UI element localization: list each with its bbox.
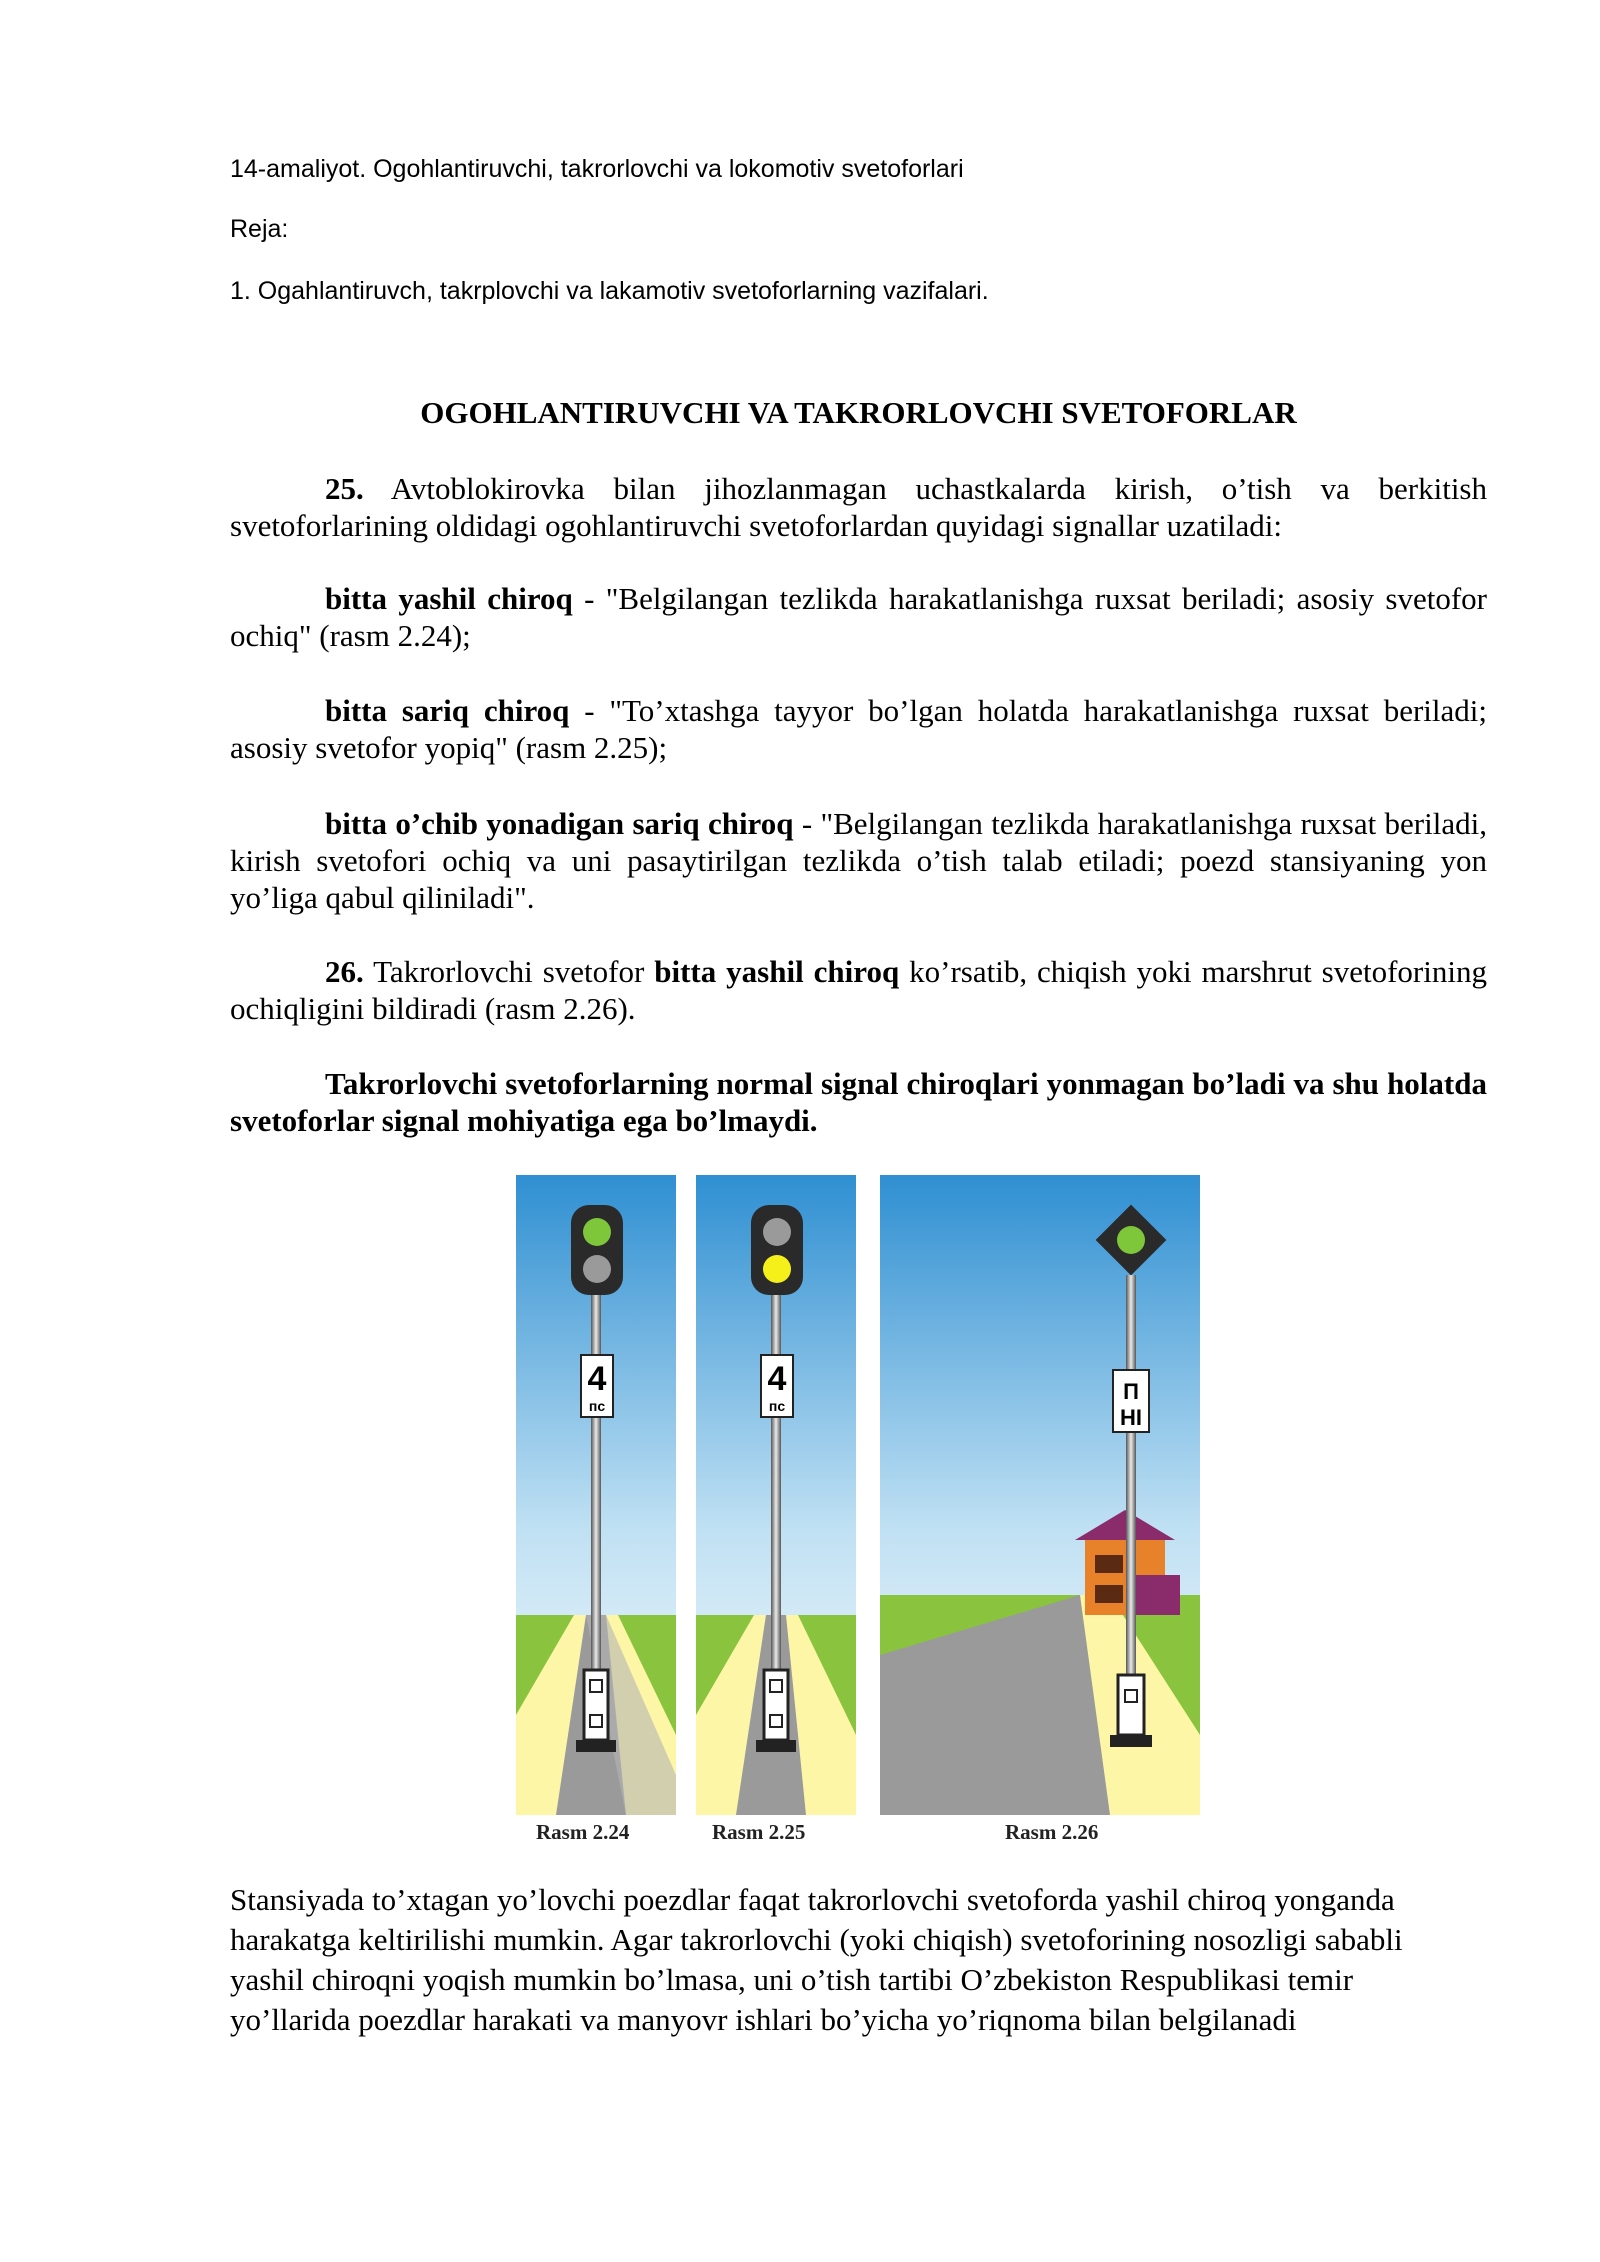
off-lamp-icon [583, 1255, 611, 1283]
signal-description: - "To’xtashga tayyor bo’lgan holatda harakatlanishga ruxsat beriladi; asosiy svetofor yopiq" (rasm 2.25); [230, 693, 1487, 765]
closing-paragraph: Stansiyada to’xtagan yo’lovchi poezdlar faqat takrorlovchi svetoforda yashil chiroq yonganda harakatga keltirilishi mumkin. Agar takrorlovchi (yoki chiqish) svetoforining nosozligi sababli yashil chiroqni yoqish mumkin bo’lmasa, uni o’tish tartibi O’zbekiston Respublikasi temir yo’llarida poezdlar harakati va manyovr ishlari bo’yicha yo’riqnoma bilan belgilanadi [230, 1882, 1403, 2037]
bold-note: Takrorlovchi svetoforlarning normal signal chiroqlari yonmagan bo’ladi va shu holatda svetoforlar signal mohiyatiga ega bo’lmaydi. [230, 1066, 1487, 1138]
off-lamp-icon [763, 1218, 791, 1246]
green-lamp-icon [583, 1218, 611, 1246]
figure-2-26 [880, 1175, 1200, 1815]
paragraph-text: Avtoblokirovka bilan jihozlanmagan uchastkalarda kirish, o’tish va berkitish svetoforlarining oldidagi ogohlantiruvchi svetoforlardan quyidagi signallar uzatiladi: [230, 471, 1487, 543]
sign-top: П [1123, 1379, 1139, 1404]
plan-label: Reja: [230, 215, 289, 243]
figure-2-24 [516, 1175, 676, 1815]
sign-bottom: пс [588, 1398, 606, 1414]
signal-green [230, 580, 1487, 654]
signal-description: - "Belgilangan tezlikda harakatlanishga ruxsat beriladi; asosiy svetofor ochiq" (rasm 2.24); [230, 581, 1487, 653]
sign-bottom: НІ [1120, 1405, 1142, 1430]
signal-description: - "Belgilangan tezlikda harakatlanishga ruxsat beriladi, kirish svetofori ochiq va uni pasaytirilgan tezlikda o’tish talab etiladi; poezd stansiyaning yon yo’liga qabul qiliniladi". [230, 806, 1487, 915]
signal-yellow [230, 692, 1487, 766]
caption-2-24: Rasm 2.24 [536, 1820, 630, 1844]
signal-figures [516, 1175, 1206, 1847]
sign-bottom: пс [768, 1398, 786, 1414]
signal-flashing-yellow [230, 805, 1487, 916]
signal-term: bitta yashil chiroq [325, 581, 573, 616]
section-heading: OGOHLANTIRUVCHI VA TAKRORLOVCHI SVETOFORLAR [420, 395, 1297, 430]
paragraph-number: 26. [325, 954, 364, 989]
figure-2-25 [696, 1175, 856, 1815]
paragraph-25 [230, 470, 1487, 544]
green-lamp-icon [1117, 1226, 1145, 1254]
sign-top: 4 [587, 1360, 607, 1398]
plan-item: 1. Ogahlantiruvch, takrplovchi va lakamotiv svetoforlarning vazifalari. [230, 277, 989, 305]
signal-term: bitta o’chib yonadigan sariq chiroq [325, 806, 794, 841]
yellow-lamp-icon [763, 1255, 791, 1283]
practice-title: 14-amaliyot. Ogohlantiruvchi, takrorlovchi va lokomotiv svetoforlari [230, 155, 964, 183]
caption-2-25: Rasm 2.25 [712, 1820, 806, 1844]
caption-2-26: Rasm 2.26 [1005, 1820, 1099, 1844]
signal-term: bitta sariq chiroq [325, 693, 570, 728]
paragraph-26: 26. Takrorlovchi svetofor bitta yashil chiroq ko’rsatib, chiqish yoki marshrut svetoforining ochiqligini bildiradi (rasm 2.26). [230, 954, 1487, 1026]
paragraph-number: 25. [325, 471, 364, 506]
sign-top: 4 [767, 1360, 787, 1398]
